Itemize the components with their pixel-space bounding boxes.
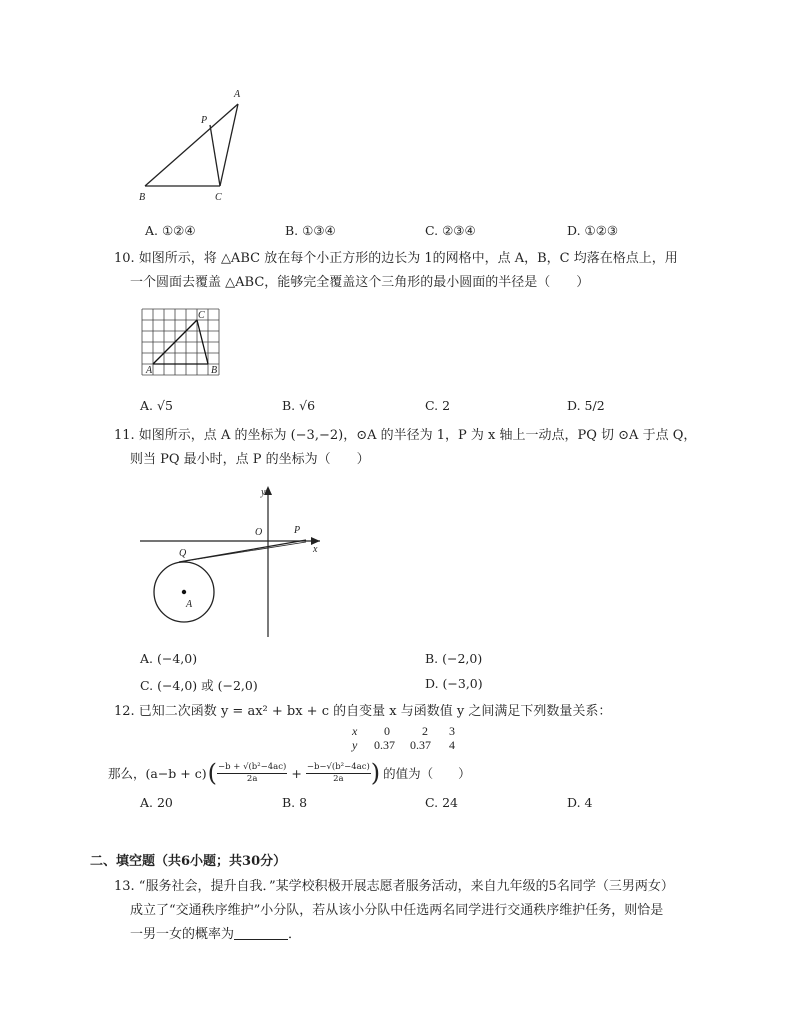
section-heading: 二、填空题（共6小题；共30分） (90, 854, 287, 869)
grid-lines (142, 309, 219, 375)
q11-option-a[interactable]: A. (−4,0) (140, 651, 198, 666)
plus-sign: + (291, 765, 302, 781)
table-row-x (352, 724, 462, 738)
label-y: y (261, 487, 266, 498)
fraction-2 (306, 762, 371, 785)
center-A (182, 590, 186, 594)
expr-suffix: 的值为（ ） (383, 766, 471, 781)
fraction-1 (217, 762, 287, 785)
q13-text-line2: 成立了“交通秩序维护”小分队，若从该小分队中任选两名同学进行交通秩序维护任务，则恰是 (130, 903, 664, 918)
paren-open: ( (207, 759, 217, 787)
label-x: x (313, 544, 318, 555)
q13-text-line1: 13. “服务社会，提升自我．”某学校积极开展志愿者服务活动，来自九年级的5名同学（三男两女） (114, 879, 674, 894)
q11-text-line1: 11. 如图所示，点 A 的坐标为 (−3,−2)，⊙A 的半径为 1，P 为 x 轴上一动点，PQ 切 ⊙A 于点 Q， (114, 428, 697, 443)
table-y-1: 0.37 (410, 738, 431, 752)
value-table (352, 724, 462, 752)
triangle-figure-q9 (130, 85, 260, 210)
label-P: P (201, 115, 208, 126)
table-label-y: y (352, 738, 358, 752)
q12-expression (108, 758, 471, 788)
label-O: O (255, 527, 263, 538)
answer-blank[interactable] (234, 927, 288, 940)
fraction-2-numerator: −b−√(b²−4ac) (306, 761, 370, 772)
q10-text-line1: 10. 如图所示，将 △ABC 放在每个小正方形的边长为 1的网格中，点 A，B，C 均落在格点上，用 (114, 251, 678, 266)
q12-text-line1: 12. 已知二次函数 y = ax² + bx + c 的自变量 x 与函数值 y 之间满足下列数量关系： (114, 704, 612, 719)
q13-line3-text: 一男一女的概率为 (130, 927, 235, 942)
tangent-line (179, 542, 306, 562)
q9-option-a[interactable]: A. ①②④ (145, 223, 196, 238)
label-A: A (186, 599, 193, 610)
q13-line3-end: ． (288, 927, 302, 942)
label-A: A (234, 89, 241, 100)
grid-figure-q10 (138, 306, 228, 380)
q9-option-c[interactable]: C. ②③④ (425, 223, 476, 238)
segment-AC (220, 104, 238, 186)
label-B: B (139, 192, 146, 203)
q10-text-line2: 一个圆面去覆盖 △ABC，能够完全覆盖这个三角形的最小圆面的半径是（ ） (130, 275, 590, 290)
segment-BA (145, 104, 238, 186)
q10-option-b[interactable]: B. √6 (282, 398, 316, 413)
expr-prefix: 那么，(a−b + c) (108, 766, 207, 781)
q10-option-a[interactable]: A. √5 (140, 398, 173, 413)
q9-option-b[interactable]: B. ①③④ (285, 223, 336, 238)
table-label-x: x (352, 724, 358, 738)
label-C: C (198, 310, 205, 321)
label-C: C (215, 192, 222, 203)
table-x-0: 0 (384, 724, 390, 738)
table-x-1: 2 (422, 724, 428, 738)
q10-option-d[interactable]: D. 5/2 (567, 398, 605, 413)
table-x-2: 3 (449, 724, 455, 738)
paren-close: ) (370, 759, 381, 787)
q11-option-d[interactable]: D. (−3,0) (425, 676, 483, 691)
fraction-1-denominator: 2a (246, 773, 258, 784)
table-y-2: 4 (449, 738, 455, 752)
segment-PC (210, 125, 220, 186)
q9-option-d[interactable]: D. ①②③ (567, 223, 619, 238)
label-Q: Q (179, 548, 187, 559)
label-A: A (146, 365, 153, 376)
q10-option-c[interactable]: C. 2 (425, 398, 451, 413)
q12-option-c[interactable]: C. 24 (425, 795, 458, 810)
q11-option-b[interactable]: B. (−2,0) (425, 651, 483, 666)
fraction-1-numerator: −b + √(b²−4ac) (217, 761, 287, 772)
coordinate-figure-q11 (135, 482, 335, 642)
q11-text-line2: 则当 PQ 最小时，点 P 的坐标为（ ） (130, 452, 370, 467)
q12-option-d[interactable]: D. 4 (567, 795, 593, 810)
q13-text-line3 (130, 924, 301, 946)
q12-option-b[interactable]: B. 8 (282, 795, 308, 810)
label-P: P (294, 525, 301, 536)
q12-option-a[interactable]: A. 20 (140, 795, 173, 810)
q11-option-c[interactable]: C. (−4,0) 或 (−2,0) (140, 678, 258, 693)
fraction-2-denominator: 2a (333, 773, 344, 784)
table-row-y (352, 738, 462, 752)
label-B: B (211, 365, 218, 376)
table-y-0: 0.37 (374, 738, 395, 752)
